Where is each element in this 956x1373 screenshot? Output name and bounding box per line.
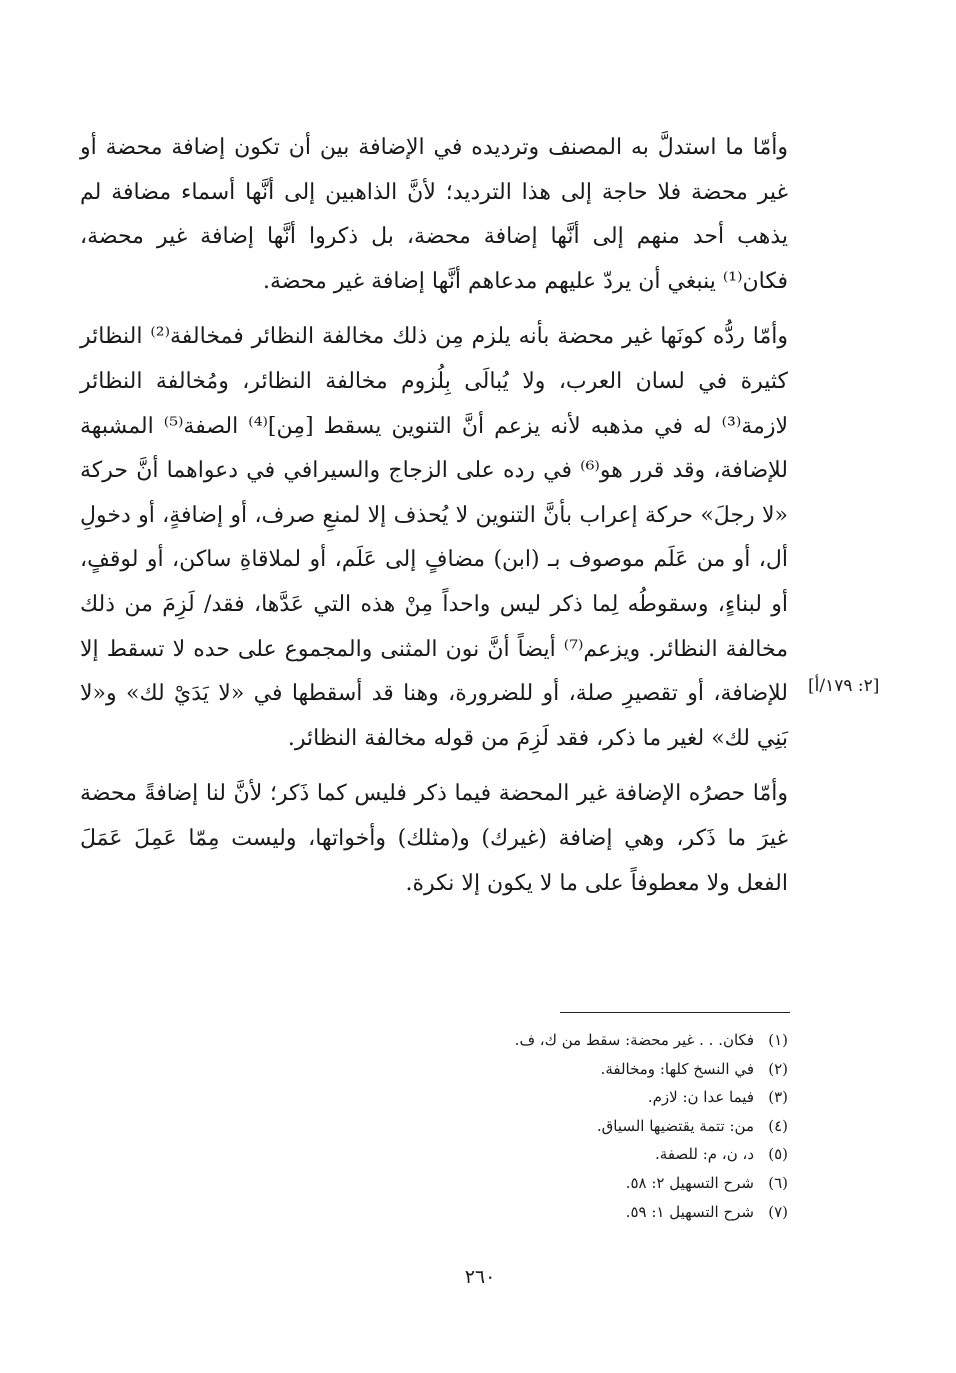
footnote-item	[380, 1112, 788, 1141]
footnote-item	[380, 1055, 788, 1084]
footnote-number: (٦)	[768, 1173, 788, 1192]
footnote-number: (٧)	[768, 1202, 788, 1221]
footnote-text: شرح التسهيل ٢: ٥٨.	[625, 1173, 754, 1192]
footnote-number: (١)	[768, 1031, 788, 1049]
paragraph-3: وأمّا حصرُه الإضافة غير المحضة فيما ذكر فليس كما ذَكر؛ لأنَّ لنا إضافةً محضة غيرَ ما ذَكر، وهي إضافة (غيرك) و(مثلك) وأخواتها، وليست مِمّا عَمِلَ عَمَلَ الفعل ولا معطوفاً على ما لا يكون إلا نكرة.	[80, 781, 788, 896]
footnote-text: فيما عدا ن: لازم.	[647, 1088, 754, 1107]
page-number: ٢٦٠	[464, 1266, 496, 1288]
footnote-text: في النسخ كلها: ومخالفة.	[600, 1059, 754, 1078]
footnotes-list	[380, 1026, 788, 1226]
footnote-divider	[560, 1012, 790, 1013]
footnote-item	[380, 1026, 788, 1055]
footnote-number: (٢)	[768, 1059, 788, 1078]
footnote-item	[380, 1169, 788, 1198]
manuscript-folio-reference: [٢: ١٧٩/أ]	[808, 676, 880, 696]
footnote-text: من: تتمة يقتضيها السياق.	[596, 1116, 754, 1135]
footnote-text: فكان. . . غير محضة: سقط من ك، ف.	[514, 1031, 754, 1049]
paragraph-1: وأمّا ما استدلَّ به المصنف وترديده في الإضافة بين أن تكون إضافة محضة أو غير محضة فلا حاجة إلى هذا الترديد؛ لأنَّ الذاهبين إلى أنَّها أسماء مضافة لم يذهب أحد منهم إلى أنَّها إضافة محضة، بل ذكروا أنَّها إضافة غير محضة، فكان⁽¹⁾ ينبغي أن يردّ عليهم مدعاهم أنَّها إضافة غير محضة.	[80, 135, 788, 294]
footnote-item	[380, 1083, 788, 1112]
footnote-item	[380, 1140, 788, 1169]
footnote-number: (٤)	[768, 1116, 788, 1135]
footnote-text: د، ن، م: للصفة.	[655, 1145, 754, 1164]
footnote-number: (٣)	[768, 1088, 788, 1107]
paragraph-2: وأمّا ردُّه كونَها غير محضة بأنه يلزم مِن ذلك مخالفة النظائر فمخالفة⁽²⁾ النظائر كثيرة في لسان العرب، ولا يُبالَى بِلُزوم مخالفة النظائر، ومُخالفة النظائر لازمة⁽³⁾ له في مذهبه لأنه يزعم أنَّ التنوين يسقط [مِن]⁽⁴⁾ الصفة⁽⁵⁾ المشبهة للإضافة، وقد قرر هو⁽⁶⁾ في رده على الزجاج والسيرافي في دعواهما أنَّ حركة «لا رجلَ» حركة إعراب بأنَّ التنوين لا يُحذف إلا لمنعِ صرف، أو إضافةٍ، أو دخولِ أل، أو من عَلَم موصوف بـ (ابن) مضافٍ إلى عَلَم، أو لملاقاةِ ساكن، أو لوقفٍ، أو لبناءٍ، وسقوطُه لِما ذكر ليس واحداً مِنْ هذه التي عَدَّها، فقد/ لَزِمَ من ذلك مخالفة النظائر. ويزعم⁽⁷⁾ أيضاً أنَّ نون المثنى والمجموع على حده لا تسقط إلا للإضافة، أو تقصيرِ صلة، أو للضرورة، وهنا قد أسقطها في «لا يَدَيْ لك» و«لا بَنِي لك» لغير ما ذكر، فقد لَزِمَ من قوله مخالفة النظائر.	[80, 324, 788, 751]
footnote-text: شرح التسهيل ١: ٥٩.	[625, 1202, 754, 1221]
footnote-number: (٥)	[768, 1145, 788, 1164]
footnote-item	[380, 1198, 788, 1227]
main-text	[80, 126, 788, 906]
